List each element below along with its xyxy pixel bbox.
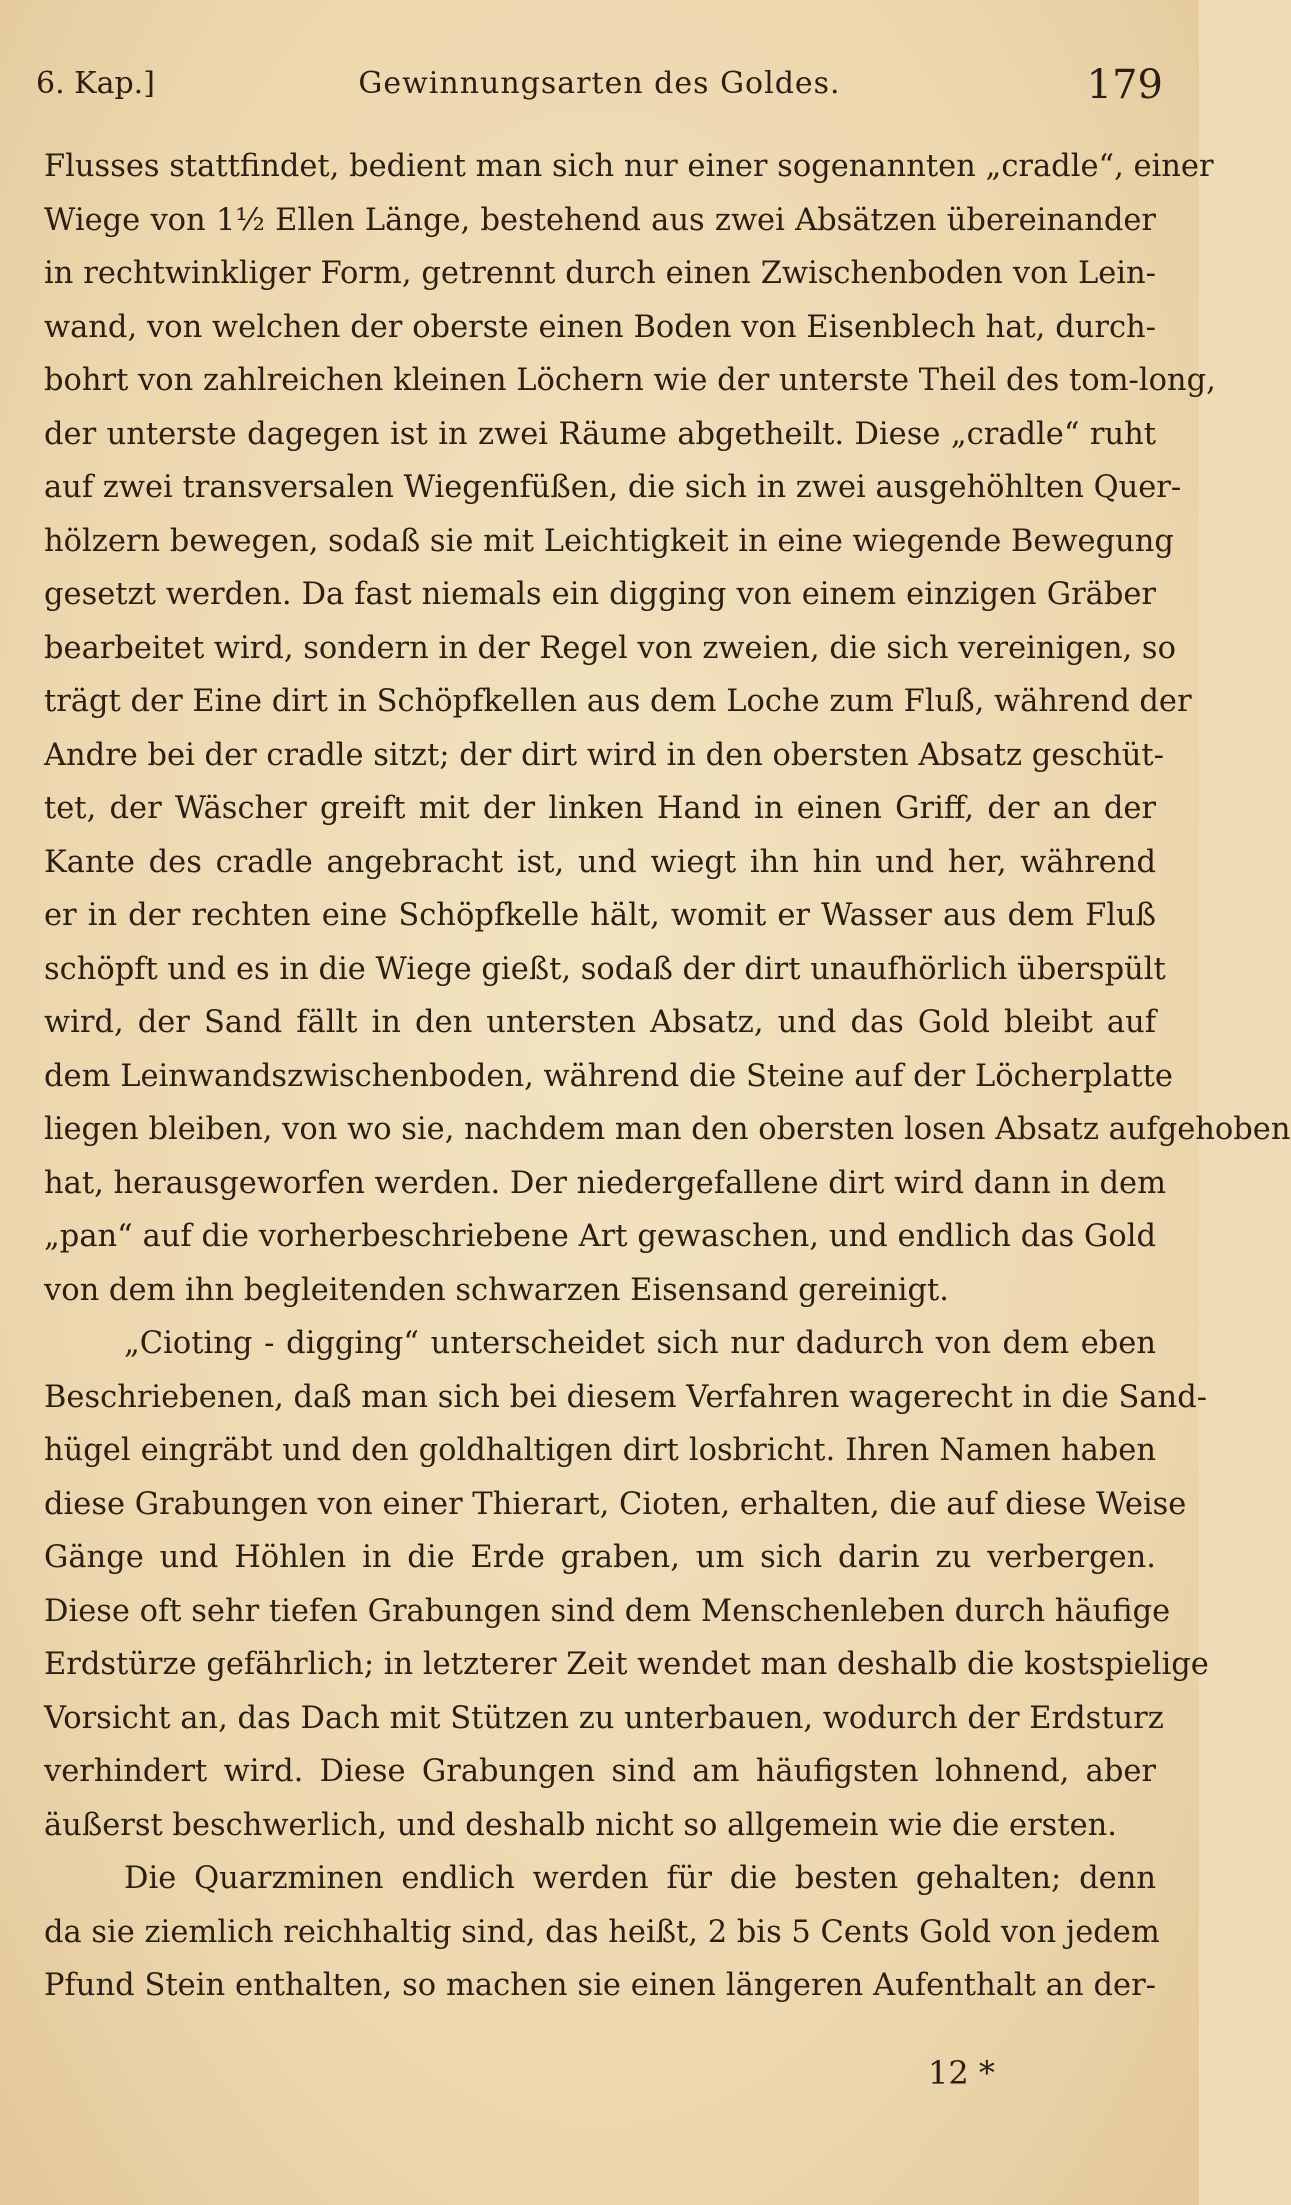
body-text	[44, 140, 1291, 2013]
text-line: Kante des cradle angebracht ist, und wiegt ihn hin und her, während	[44, 844, 1156, 880]
text-line: er in der rechten eine Schöpfkelle hält, womit er Wasser aus dem Fluß	[44, 898, 1156, 933]
text-line: da sie ziemlich reichhaltig sind, das heißt, 2 bis 5 Cents Gold von jedem	[44, 1914, 1160, 1950]
text-line: auf zwei transversalen Wiegenfüßen, die sich in zwei ausgehöhlten Quer-	[44, 470, 1182, 505]
text-line: wand, von welchen der oberste einen Boden von Eisenblech hat, durch-	[44, 309, 1156, 345]
running-title: Gewinnungsarten des Goldes.	[358, 66, 841, 101]
text-line: Wiege von 1½ Ellen Länge, bestehend aus zwei Absätzen übereinander	[44, 202, 1156, 238]
text-line: der unterste dagegen ist in zwei Räume abgetheilt. Diese „cradle“ ruht	[44, 416, 1156, 452]
text-line: Erdstürze gefährlich; in letzterer Zeit wendet man deshalb die kostspielige	[44, 1647, 1209, 1682]
chapter-label: 6. Kap.]	[36, 66, 155, 101]
running-header	[36, 62, 1163, 116]
text-line: Diese oft sehr tiefen Grabungen sind dem Menschenleben durch häufige	[44, 1593, 1171, 1629]
text-line: von dem ihn begleitenden schwarzen Eisensand gereinigt.	[44, 1272, 949, 1308]
text-line: dem Leinwandszwischenboden, während die Steine auf der Löcherplatte	[44, 1058, 1173, 1094]
text-line: Pfund Stein enthalten, so machen sie einen längeren Aufenthalt an der-	[44, 1968, 1156, 2003]
text-line: gesetzt werden. Da fast niemals ein digging von einem einzigen Gräber	[44, 577, 1156, 612]
text-line: diese Grabungen von einer Thierart, Cioten, erhalten, die auf diese Weise	[44, 1486, 1187, 1522]
text-line: „Cioting - digging“ unterscheidet sich nur dadurch von dem eben	[124, 1326, 1156, 1361]
page-number: 179	[1086, 62, 1163, 108]
text-line: bearbeitet wird, sondern in der Regel von zweien, die sich vereinigen, so	[44, 630, 1176, 666]
text-line: verhindert wird. Diese Grabungen sind am häufigsten lohnend, aber	[44, 1754, 1156, 1789]
text-line: in rechtwinkliger Form, getrennt durch einen Zwischenboden von Lein-	[44, 256, 1156, 291]
text-line: Andre bei der cradle sitzt; der dirt wird in den obersten Absatz geschüt-	[44, 737, 1164, 773]
text-line: Beschriebenen, daß man sich bei diesem Verfahren wagerecht in die Sand-	[44, 1379, 1208, 1415]
text-line: trägt der Eine dirt in Schöpfkellen aus dem Loche zum Fluß, während der	[44, 684, 1192, 719]
text-line: äußerst beschwerlich, und deshalb nicht so allgemein wie die ersten.	[44, 1807, 1117, 1843]
text-line: wird, der Sand fällt in den untersten Absatz, und das Gold bleibt auf	[44, 1005, 1156, 1040]
signature-mark: 12 *	[928, 2054, 995, 2092]
text-line: Vorsicht an, das Dach mit Stützen zu unterbauen, wodurch der Erdsturz	[44, 1700, 1164, 1736]
text-line: schöpft und es in die Wiege gießt, sodaß der dirt unaufhörlich überspült	[44, 951, 1166, 987]
text-line: Gänge und Höhlen in die Erde graben, um sich darin zu verbergen.	[44, 1540, 1156, 1575]
text-line: hat, herausgeworfen werden. Der niedergefallene dirt wird dann in dem	[44, 1165, 1166, 1201]
text-line: tet, der Wäscher greift mit der linken Hand in einen Griff, der an der	[44, 791, 1156, 826]
text-line: „pan“ auf die vorherbeschriebene Art gewaschen, und endlich das Gold	[44, 1219, 1156, 1254]
text-line: Die Quarzminen endlich werden für die besten gehalten; denn	[124, 1861, 1156, 1896]
text-line: hügel eingräbt und den goldhaltigen dirt losbricht. Ihren Namen haben	[44, 1433, 1156, 1468]
text-line: Flusses stattfindet, bedient man sich nur einer sogenannten „cradle“, einer	[44, 149, 1214, 184]
text-line: liegen bleiben, von wo sie, nachdem man den obersten losen Absatz aufgehoben	[44, 1112, 1291, 1147]
text-line: hölzern bewegen, sodaß sie mit Leichtigkeit in eine wiegende Bewegung	[44, 523, 1174, 559]
text-line: bohrt von zahlreichen kleinen Löchern wie der unterste Theil des tom-long,	[44, 363, 1216, 398]
